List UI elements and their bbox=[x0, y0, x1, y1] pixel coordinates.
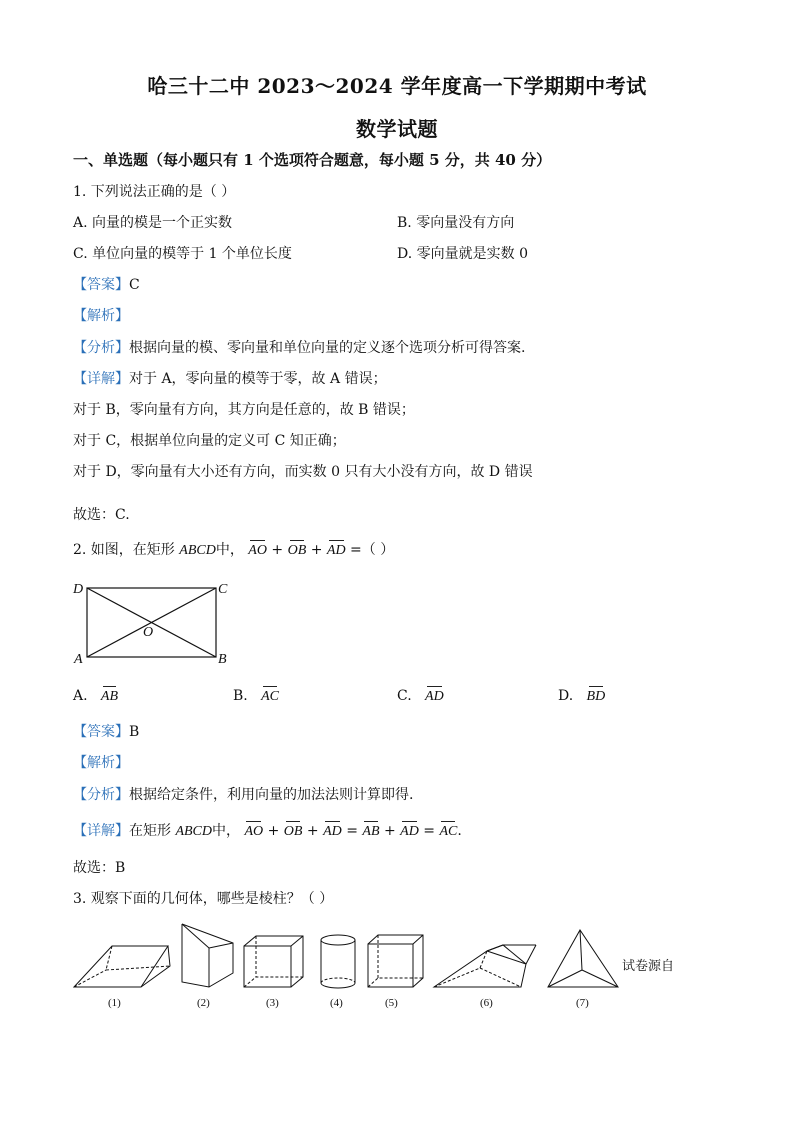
q2-detail-plus-2: + bbox=[306, 823, 319, 839]
section-heading: 一、单选题（每小题只有 1 个选项符合题意，每小题 5 分，共 40 分） bbox=[73, 151, 552, 169]
q2-rect-name: ABCD bbox=[179, 543, 216, 558]
solid-7 bbox=[548, 930, 618, 987]
q2-detail-mid: 中， bbox=[212, 823, 241, 839]
q2-option-c-vec: AD bbox=[425, 689, 444, 704]
q2-fenxi-line bbox=[73, 786, 413, 804]
q2-option-a bbox=[73, 687, 118, 706]
solid-4 bbox=[321, 935, 355, 988]
q2-detail-plus-1: + bbox=[267, 823, 280, 839]
q1-option-c: C. 单位向量的模等于 1 个单位长度 bbox=[73, 246, 292, 262]
q2-detail-vec-ad-2: AD bbox=[400, 824, 419, 839]
q2-option-d-vec: BD bbox=[586, 689, 606, 704]
solid-2 bbox=[182, 924, 233, 987]
q2-stem-tail: =（ ） bbox=[350, 542, 395, 558]
q1-option-b: B. 零向量没有方向 bbox=[397, 215, 515, 231]
q2-answer-line bbox=[73, 723, 139, 741]
q2-option-b-label: B. bbox=[233, 688, 248, 704]
solid-5 bbox=[368, 935, 423, 987]
q2-detail-plus-3: + bbox=[383, 823, 396, 839]
fig-label-d: D bbox=[73, 582, 84, 597]
q1-fenxi-tag: 【分析】 bbox=[73, 340, 129, 356]
q2-option-c-label: C. bbox=[397, 688, 412, 704]
q1-analysis-tag: 【解析】 bbox=[73, 308, 129, 324]
q1-detail-line bbox=[73, 370, 387, 388]
q2-stem-mid: 中， bbox=[215, 542, 244, 558]
document-title: 哈三十二中 2023～2024 学年度高一下学期期中考试 bbox=[147, 74, 647, 98]
q2-detail-vec-ob: OB bbox=[283, 824, 303, 839]
solid-label-7: (7) bbox=[576, 997, 589, 1009]
solid-label-1: (1) bbox=[108, 997, 121, 1009]
solid-label-2: (2) bbox=[197, 997, 210, 1009]
q2-vec-ob: OB bbox=[287, 543, 307, 558]
q2-detail-tag: 【详解】 bbox=[73, 823, 129, 839]
solid-label-5: (5) bbox=[385, 997, 398, 1009]
q2-detail-vec-ad: AD bbox=[323, 824, 342, 839]
q2-detail-vec-ao: AO bbox=[244, 824, 264, 839]
q2-detail-eq-1: = bbox=[346, 823, 358, 839]
q2-choose: 故选：B bbox=[73, 860, 126, 876]
q2-detail-vec-ac: AC bbox=[439, 824, 458, 839]
q2-option-a-label: A. bbox=[73, 688, 88, 704]
q1-answer-tag: 【答案】 bbox=[73, 277, 129, 293]
q1-choose: 故选：C. bbox=[73, 507, 130, 523]
q2-answer: B bbox=[129, 724, 140, 740]
solid-3 bbox=[244, 936, 303, 987]
q1-fenxi-line bbox=[73, 339, 525, 357]
solid-6 bbox=[434, 945, 536, 987]
q2-answer-tag: 【答案】 bbox=[73, 724, 129, 740]
q2-stem-pre: 2. 如图，在矩形 bbox=[73, 542, 175, 558]
q2-fenxi-tag: 【分析】 bbox=[73, 787, 129, 803]
q1-fenxi: 根据向量的模、零向量和单位向量的定义逐个选项分析可得答案. bbox=[129, 340, 526, 356]
q2-detail-end: . bbox=[457, 823, 462, 839]
fig-label-o: O bbox=[143, 625, 154, 640]
q2-detail-pre: 在矩形 bbox=[129, 823, 171, 839]
q2-fenxi: 根据给定条件，利用向量的加法法则计算即得. bbox=[129, 787, 414, 803]
document-subtitle: 数学试题 bbox=[356, 117, 438, 141]
q2-option-a-vec: AB bbox=[100, 689, 119, 704]
q2-detail-eq-2: = bbox=[423, 823, 436, 839]
q1-detail-4: 对于 D，零向量有大小还有方向，而实数 0 只有大小没有方向，故 D 错误 bbox=[73, 464, 533, 480]
q2-option-d-label: D. bbox=[558, 688, 574, 704]
q2-option-d bbox=[558, 687, 605, 706]
solid-1 bbox=[74, 946, 170, 987]
q2-detail-vec-ab: AB bbox=[362, 824, 380, 839]
q1-stem: 1. 下列说法正确的是（ ） bbox=[73, 184, 236, 200]
q1-detail-2: 对于 B，零向量有方向，其方向是任意的，故 B 错误； bbox=[73, 402, 415, 418]
q1-option-a: A. 向量的模是一个正实数 bbox=[73, 215, 233, 231]
q2-detail-rect: ABCD bbox=[175, 824, 213, 839]
q1-detail-1: 对于 A，零向量的模等于零，故 A 错误； bbox=[129, 371, 387, 387]
q1-detail-3: 对于 C，根据单位向量的定义可 C 知正确； bbox=[73, 433, 346, 449]
q1-detail-tag: 【详解】 bbox=[73, 371, 129, 387]
fig-label-c: C bbox=[218, 582, 228, 597]
q3-stem: 3. 观察下面的几何体，哪些是棱柱？（ ） bbox=[73, 891, 334, 907]
rectangle-figure bbox=[70, 576, 240, 672]
q1-option-d: D. 零向量就是实数 0 bbox=[397, 246, 528, 262]
q2-analysis-tag: 【解析】 bbox=[73, 755, 129, 771]
q2-option-c bbox=[397, 687, 444, 706]
q2-vec-ad: AD bbox=[326, 543, 346, 558]
q1-answer: C bbox=[129, 277, 140, 293]
solids-figure bbox=[66, 918, 726, 1018]
fig-label-b: B bbox=[218, 652, 227, 667]
q2-option-b bbox=[233, 687, 279, 706]
solid-label-6: (6) bbox=[480, 997, 493, 1009]
q2-plus-2: + bbox=[310, 542, 323, 558]
q2-stem bbox=[73, 541, 394, 560]
q2-plus-1: + bbox=[271, 542, 284, 558]
fig-label-a: A bbox=[74, 652, 83, 667]
solid-label-3: (3) bbox=[266, 997, 279, 1009]
q2-detail-line bbox=[73, 822, 462, 841]
q2-option-b-vec: AC bbox=[261, 689, 279, 704]
watermark-text: 试卷源自 bbox=[622, 959, 675, 974]
q2-vec-ao: AO bbox=[248, 543, 267, 558]
solid-label-4: (4) bbox=[330, 997, 343, 1009]
q1-answer-line bbox=[73, 276, 140, 294]
